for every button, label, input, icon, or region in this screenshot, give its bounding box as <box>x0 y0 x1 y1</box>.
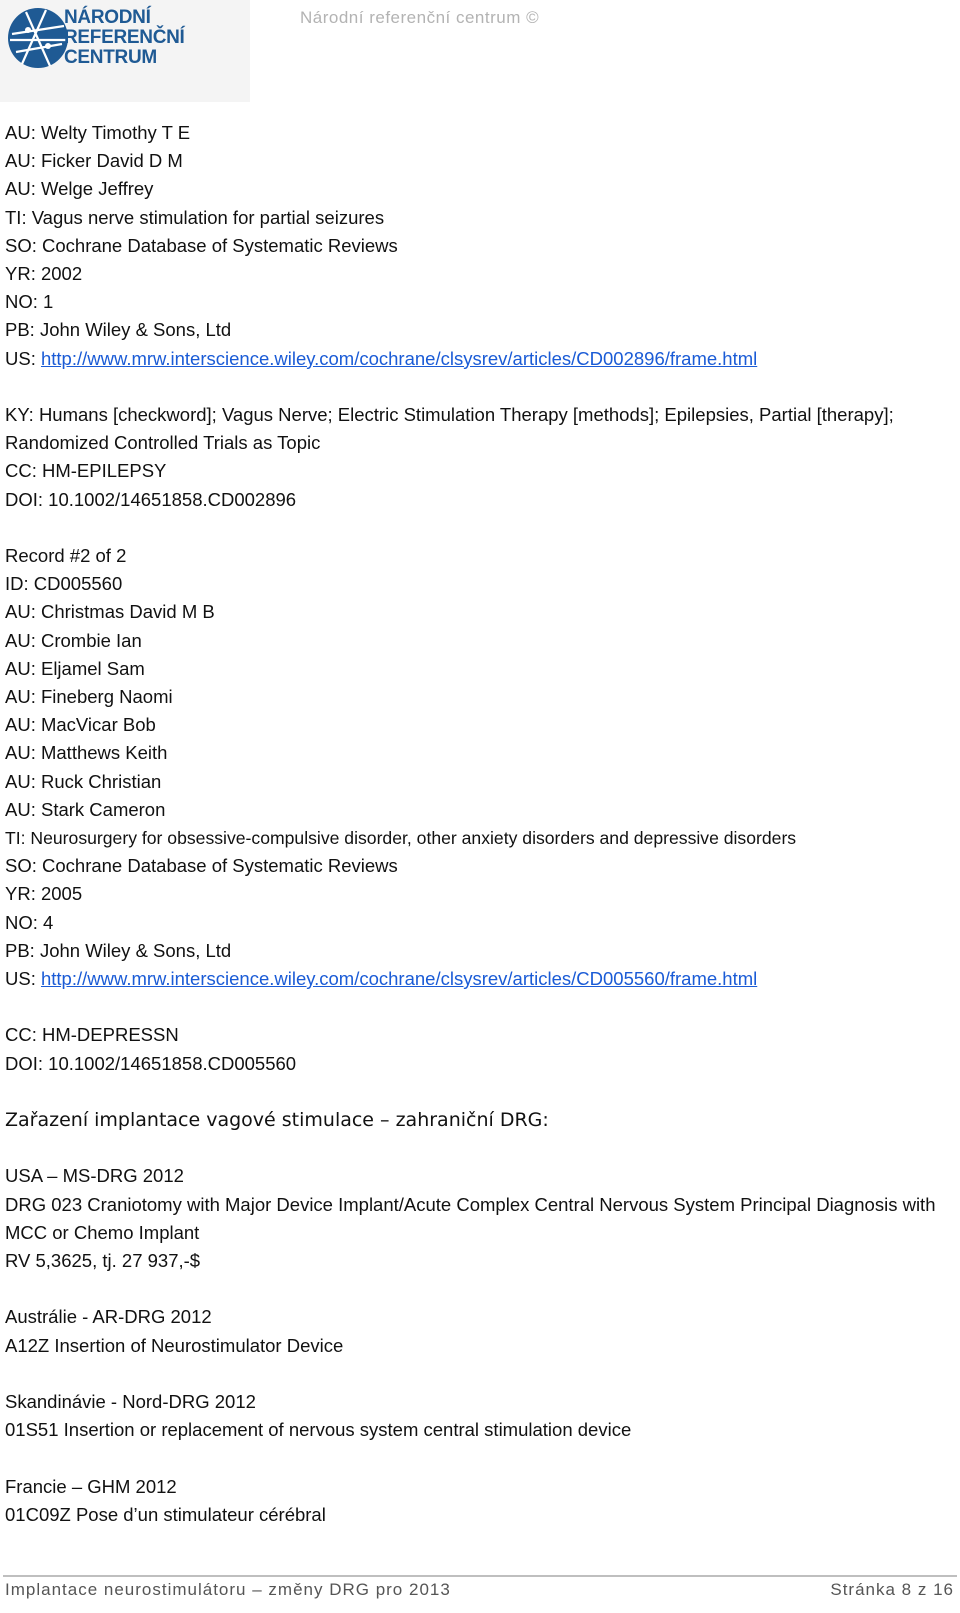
drg-france-title: Francie – GHM 2012 <box>5 1475 177 1497</box>
record1-cc: CC: HM-EPILEPSY <box>5 460 167 482</box>
record1-year: YR: 2002 <box>5 263 83 285</box>
record2-id: ID: CD005560 <box>5 573 123 595</box>
record1-url-prefix: US: <box>5 347 41 369</box>
record2-author: AU: Fineberg Naomi <box>5 686 173 708</box>
logo-line-2: REFERENČNÍ <box>64 27 185 48</box>
record1-author: AU: Ficker David D M <box>5 150 183 172</box>
record2-author: AU: Stark Cameron <box>5 798 166 820</box>
record2-source: SO: Cochrane Database of Systematic Reviews <box>5 855 398 877</box>
footer-page-number: Stránka 8 z 16 <box>830 1580 954 1599</box>
record2-url-line <box>5 965 955 993</box>
record2-author: AU: MacVicar Bob <box>5 714 156 736</box>
record2-doi: DOI: 10.1002/14651858.CD005560 <box>5 1052 297 1074</box>
record1-publisher: PB: John Wiley & Sons, Ltd <box>5 319 232 341</box>
record1-author: AU: Welge Jeffrey <box>5 178 154 200</box>
spacer <box>5 373 955 401</box>
drg-scandinavia-description: 01S51 Insertion or replacement of nervous system central stimulation device <box>5 1419 632 1441</box>
record1-doi: DOI: 10.1002/14651858.CD002896 <box>5 488 297 510</box>
drg-australia-title: Austrálie - AR-DRG 2012 <box>5 1306 212 1328</box>
header-note: Národní referenční centrum © <box>300 8 540 27</box>
document-body <box>5 119 955 1529</box>
spacer <box>5 993 955 1021</box>
record2-heading: Record #2 of 2 <box>5 545 127 567</box>
record2-author: AU: Crombie Ian <box>5 629 142 651</box>
record2-author: AU: Christmas David M B <box>5 601 215 623</box>
record2-cc: CC: HM-DEPRESSN <box>5 1024 179 1046</box>
drg-scandinavia-title: Skandinávie - Nord-DRG 2012 <box>5 1391 256 1413</box>
drg-france-description: 01C09Z Pose d’un stimulateur cérébral <box>5 1503 326 1525</box>
record1-url-line <box>5 345 955 373</box>
record1-author: AU: Welty Timothy T E <box>5 122 191 143</box>
drg-australia-description: A12Z Insertion of Neurostimulator Device <box>5 1334 344 1356</box>
footer-document-title: Implantace neurostimulátoru – změny DRG pro 2013 <box>5 1580 451 1599</box>
record2-author: AU: Matthews Keith <box>5 742 168 764</box>
drg-usa-description: DRG 023 Craniotomy with Major Device Implant/Acute Complex Central Nervous System Principal Diagnosis with MCC or Chemo Implant <box>5 1193 936 1243</box>
record2-year: YR: 2005 <box>5 883 83 905</box>
record2-author: AU: Ruck Christian <box>5 770 162 792</box>
logo-line-1: NÁRODNÍ <box>64 7 151 28</box>
spacer <box>5 1360 955 1388</box>
record2-url-link[interactable]: http://www.mrw.interscience.wiley.com/cochrane/clsysrev/articles/CD005560/frame.html <box>40 968 758 990</box>
logo-globe-icon <box>6 6 70 70</box>
drg-section-heading: Zařazení implantace vagové stimulace – zahraniční DRG: <box>5 1109 549 1132</box>
page-header <box>0 0 960 110</box>
record1-url-link[interactable]: http://www.mrw.interscience.wiley.com/cochrane/clsysrev/articles/CD002896/frame.html <box>40 347 758 369</box>
record1-title: TI: Vagus nerve stimulation for partial seizures <box>5 206 385 228</box>
record1-keywords: KY: Humans [checkword]; Vagus Nerve; Electric Stimulation Therapy [methods]; Epilepsies, Partial [therapy]; Randomized Controlled Trials as Topic <box>5 404 894 454</box>
drg-usa-title: USA – MS-DRG 2012 <box>5 1165 184 1187</box>
drg-usa-relative-value: RV 5,3625, tj. 27 937,-$ <box>5 1250 201 1272</box>
spacer <box>5 1134 955 1162</box>
record2-url-prefix: US: <box>5 968 41 990</box>
record2-author: AU: Eljamel Sam <box>5 657 145 679</box>
spacer <box>5 1275 955 1303</box>
logo-text <box>64 8 185 68</box>
spacer <box>5 1444 955 1472</box>
record2-title: TI: Neurosurgery for obsessive-compulsive disorder, other anxiety disorders and depressive disorders <box>5 828 797 849</box>
spacer <box>5 514 955 542</box>
record2-publisher: PB: John Wiley & Sons, Ltd <box>5 939 232 961</box>
record1-number: NO: 1 <box>5 291 54 313</box>
logo-line-3: CENTRUM <box>64 47 157 68</box>
record2-number: NO: 4 <box>5 911 54 933</box>
footer-divider <box>3 1575 957 1577</box>
record1-source: SO: Cochrane Database of Systematic Reviews <box>5 234 398 256</box>
spacer <box>5 1078 955 1106</box>
logo <box>0 0 250 102</box>
